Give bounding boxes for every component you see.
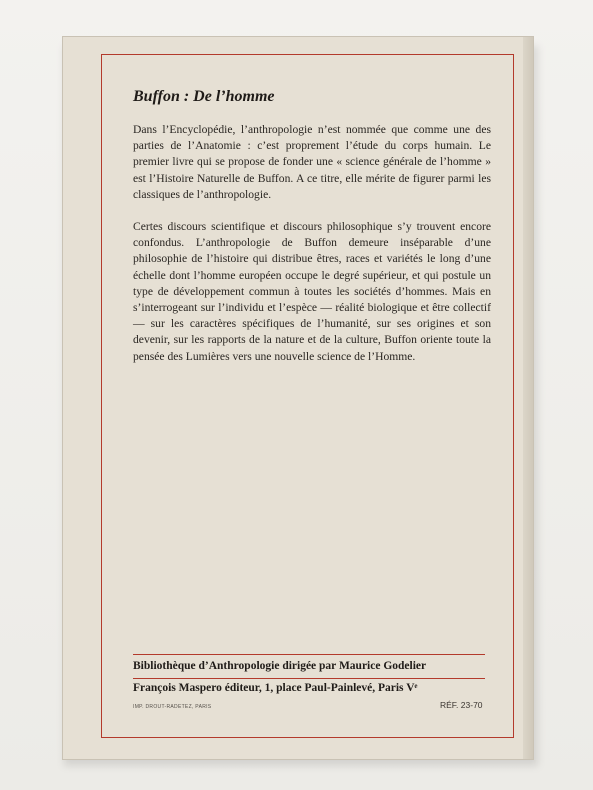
footer-rule-middle (133, 678, 485, 679)
paragraph-2: Certes discours scientifique et discours philosophique s’y trouvent encore confondus. L’anthropologie de Buffon demeure inséparable d’une philosophie de l’histoire qui distribue êtres, races et variétés le long d’une échelle dont l’homme européen occupe le degré supérieur, et qui postule un type de développement commun à toutes les sociétés d’hommes. Mais en s’interrogeant sur l’individu et l’espèce — réalité biologique et être collectif — sur les caractères spécifiques de l’humanité, sur ses origines et son devenir, sur les rapports de la nature et de la culture, Buffon oriente toute la pensée des Lumières vers une nouvelle science de l’Homme. (133, 220, 491, 363)
cover-text-block (133, 88, 491, 381)
series-line: Bibliothèque d’Anthropologie dirigée par Maurice Godelier (133, 660, 427, 672)
paragraph-1: Dans l’Encyclopédie, l’anthropologie n’est nommée que comme une des parties de l’Anatomie : c’est proprement l’étude du corps humain. Le premier livre qui se propose de fonder une « science générale de l’homme » est l’Histoire Naturelle de Buffon. A ce titre, elle mérite de figurer parmi les classiques de l’anthropologie. (133, 123, 491, 201)
footer-rule-top (133, 654, 485, 655)
book-title: Buffon : De l’homme (133, 88, 275, 105)
printer-imprint: IMP. DROUT-RADETEZ, PARIS (133, 704, 212, 710)
book-edge (523, 37, 533, 759)
publisher-line: François Maspero éditeur, 1, place Paul-Painlevé, Paris Vᵉ (133, 682, 418, 694)
reference-number: RÉF. 23-70 (440, 700, 483, 710)
